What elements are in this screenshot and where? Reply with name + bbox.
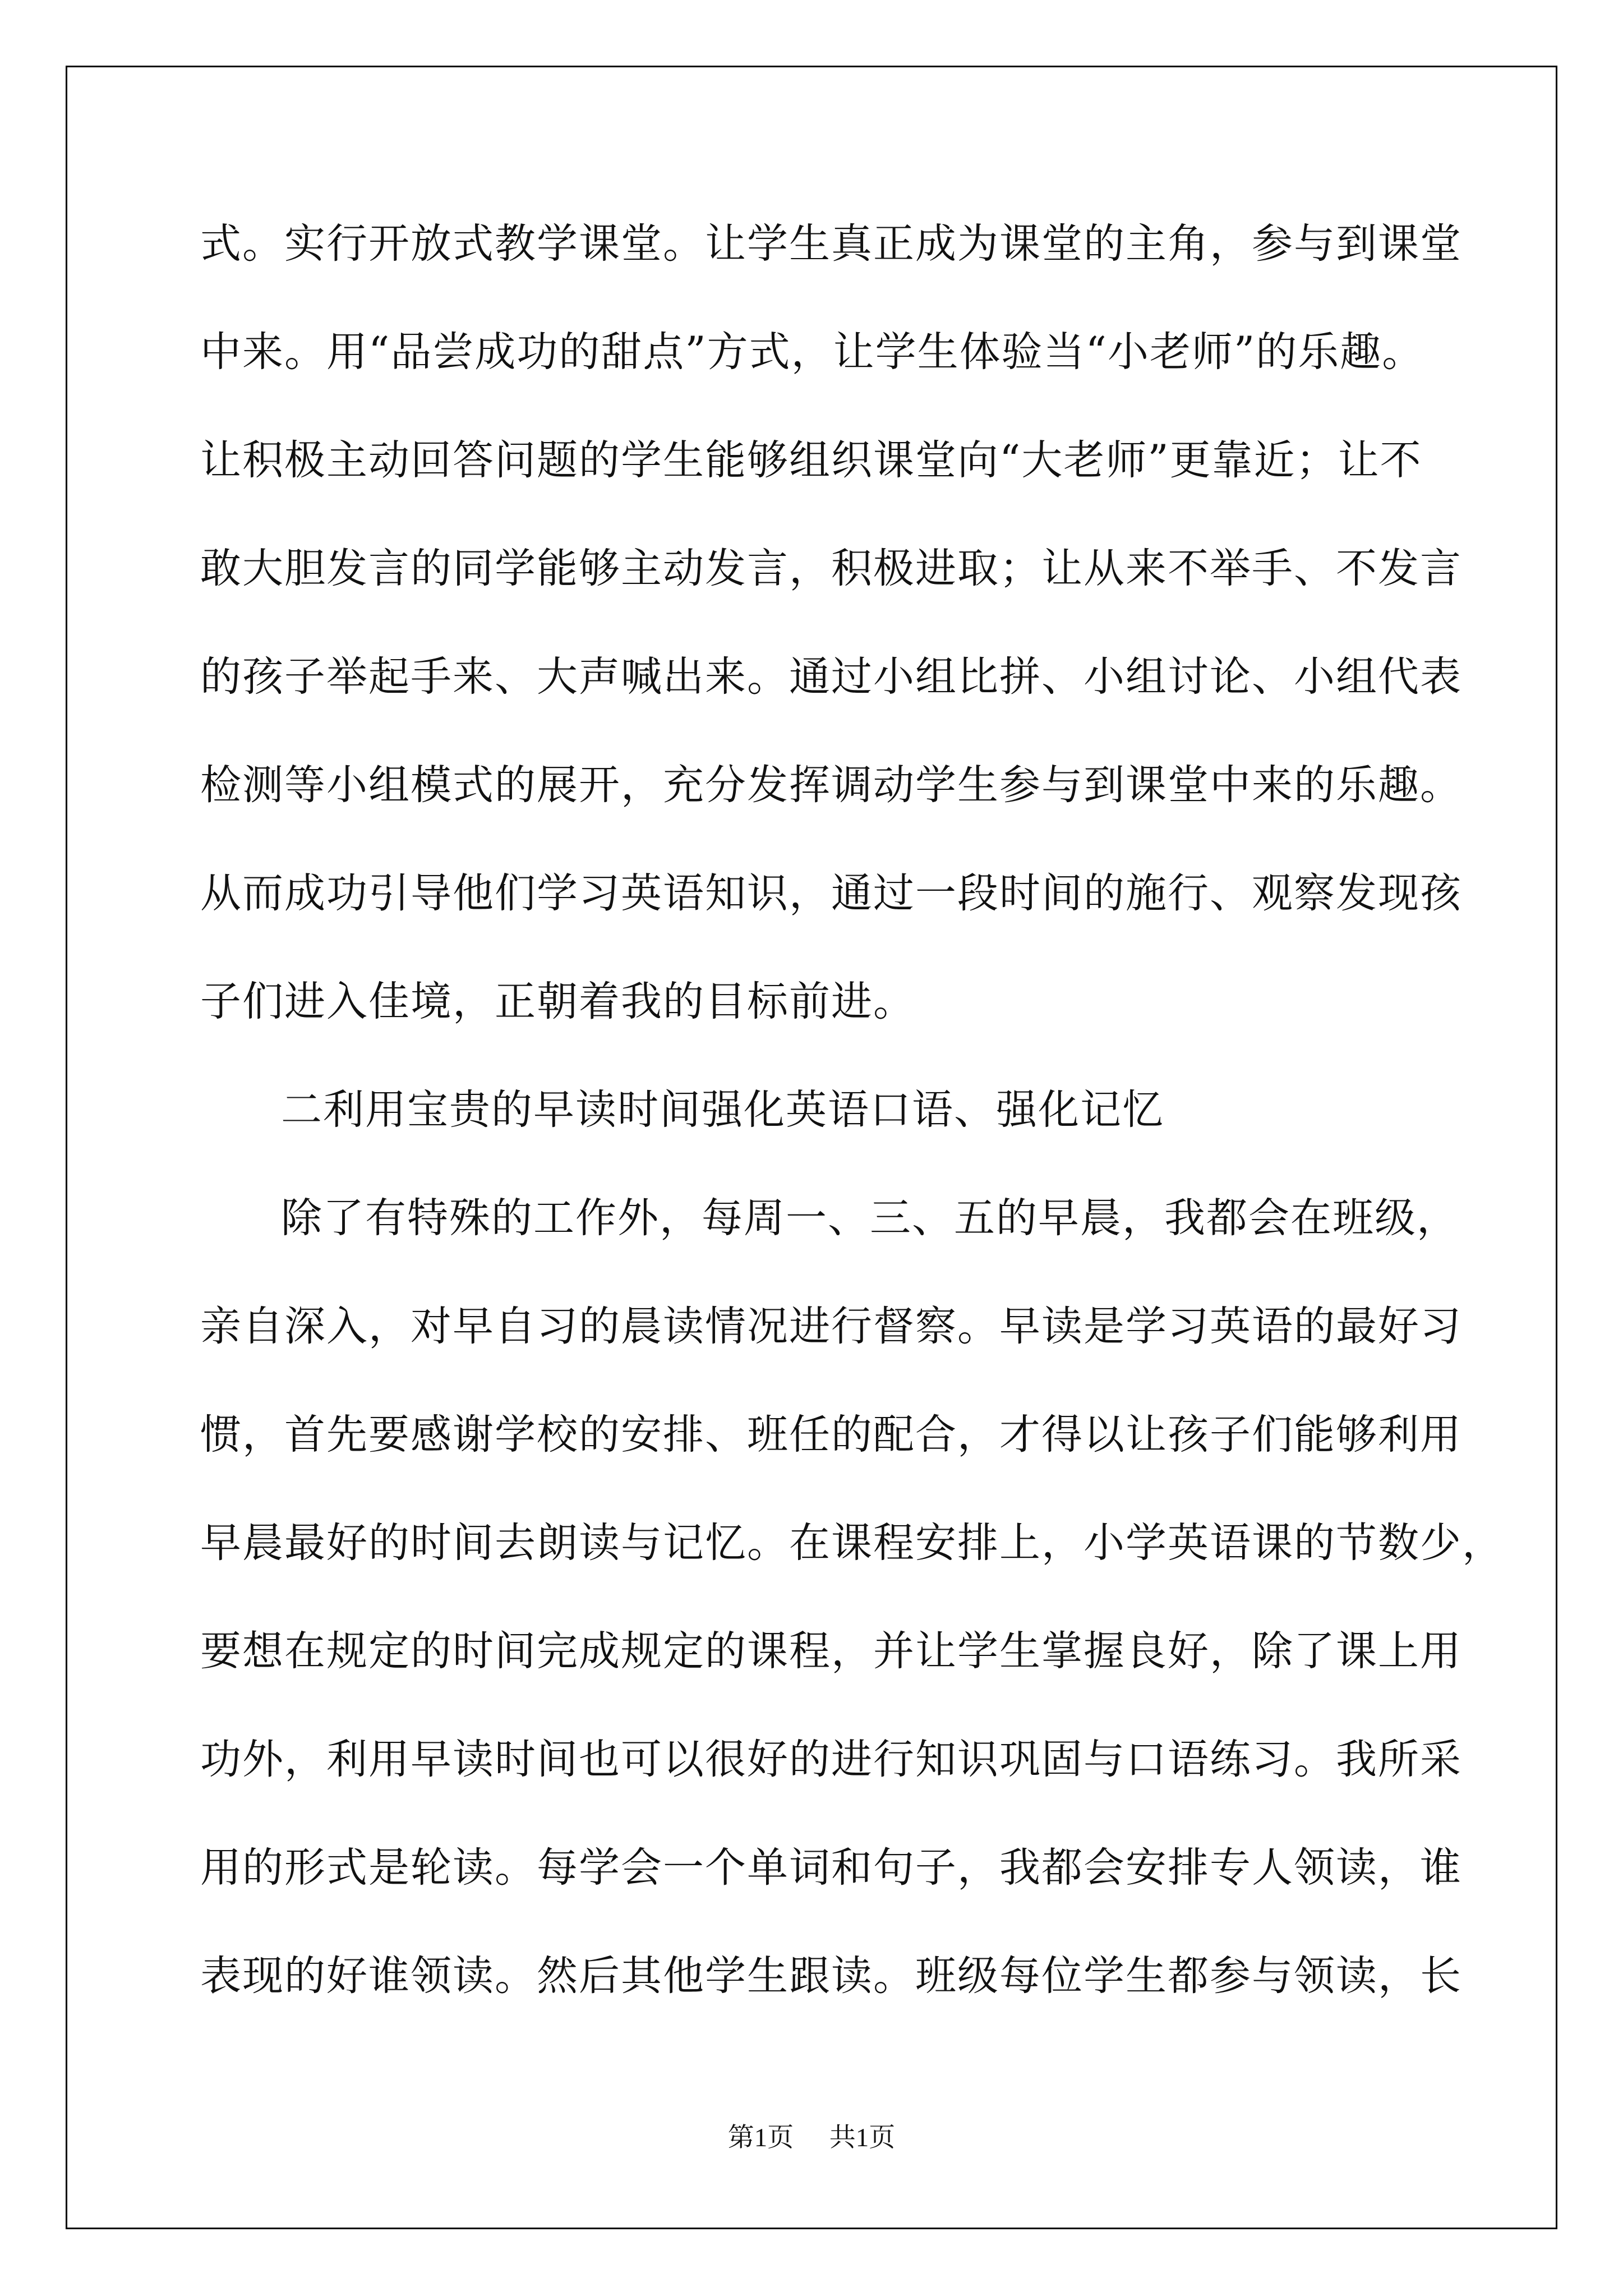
body-line: 检测等小组模式的展开，充分发挥调动学生参与到课堂中来的乐趣。 [200,761,1462,809]
body-line: 的孩子举起手来、大声喊出来。通过小组比拼、小组讨论、小组代表 [200,653,1462,701]
body-line: 中来。用“品尝成功的甜点”方式，让学生体验当“小老师”的乐趣。 [200,328,1424,376]
body-line: 式。实行开放式教学课堂。让学生真正成为课堂的主角，参与到课堂 [200,220,1462,268]
body-line: 功外，利用早读时间也可以很好的进行知识巩固与口语练习。我所采 [200,1736,1462,1783]
body-line: 敢大胆发言的同学能够主动发言，积极进取；让从来不举手、不发言 [200,545,1462,592]
page-number: 第1页 [727,2123,794,2152]
page-total: 共1页 [829,2123,896,2152]
body-line: 要想在规定的时间完成规定的课程，并让学生掌握良好，除了课上用 [200,1627,1462,1675]
section-heading: 二利用宝贵的早读时间强化英语口语、强化记忆 [281,1086,1164,1134]
body-line: 子们进入佳境，正朝着我的目标前进。 [200,978,915,1025]
page-footer [0,2116,1623,2154]
body-line: 早晨最好的时间去朗读与记忆。在课程安排上，小学英语课的节数少， [200,1519,1504,1567]
body-line: 从而成功引导他们学习英语知识，通过一段时间的施行、观察发现孩 [200,869,1462,917]
body-line: 表现的好谁领读。然后其他学生跟读。班级每位学生都参与领读，长 [200,1952,1462,2000]
body-line: 除了有特殊的工作外，每周一、三、五的早晨，我都会在班级， [281,1194,1459,1242]
body-line: 亲自深入，对早自习的晨读情况进行督察。早读是学习英语的最好习 [200,1303,1462,1350]
body-line: 让积极主动回答问题的学生能够组织课堂向“大老师”更靠近；让不 [200,436,1422,484]
body-line: 惯，首先要感谢学校的安排、班任的配合，才得以让孩子们能够利用 [200,1411,1462,1458]
page-border [66,66,1557,2229]
body-line: 用的形式是轮读。每学会一个单词和句子，我都会安排专人领读，谁 [200,1844,1462,1892]
